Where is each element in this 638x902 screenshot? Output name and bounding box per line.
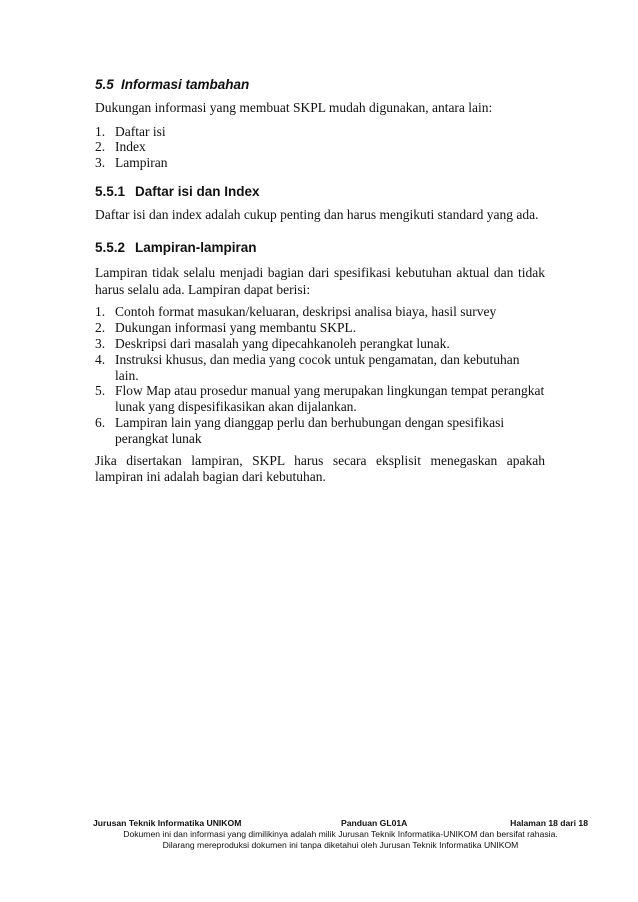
section-intro: Dukungan informasi yang membuat SKPL mudah digunakan, antara lain: [95,100,493,115]
footer-confidential-note: Dokumen ini dan informasi yang dimilikinya adalah milik Jurusan Teknik Informatika-UNIKOM dan bersifat rahasia. [123,829,558,839]
subsection-number: 5.5.2 [95,240,126,256]
subsection-title: Lampiran-lampiran [135,240,257,256]
subsection-heading-2 [95,239,545,257]
subsection-text: Daftar isi dan index adalah cukup penting dan harus mengikuti standard yang ada. [95,206,539,222]
list-item: 2. Dukungan informasi yang membantu SKPL. [95,320,357,336]
subsection-number: 5.5.1 [95,183,126,199]
subsection-title: Daftar isi dan Index [135,183,260,199]
closing-paragraph: Jika disertakan lampiran, SKPL harus secara eksplisit menegaskan apakah lampiran ini adalah bagian dari kebutuhan. [95,452,545,485]
footer-department: Jurusan Teknik Informatika UNIKOM [93,818,242,828]
section-heading [95,76,545,94]
footer-header-row [93,818,588,829]
list-item: 2. Index [95,139,146,155]
page-footer [93,818,588,851]
section-title: Informasi tambahan [121,77,250,92]
list-item: 3. Lampiran [95,155,168,171]
footer-reproduction-note: Dilarang mereproduksi dokumen ini tanpa diketahui oleh Jurusan Teknik Informatika UNIKOM [162,840,519,850]
subsection-heading-1 [95,183,545,201]
appendix-list [95,304,545,446]
footer-page-number: Halaman 18 dari 18 [510,818,588,828]
list-item: 1. Contoh format masukan/keluaran, deskripsi analisa biaya, hasil survey [95,304,497,320]
list-item: 5. Flow Map atau prosedur manual yang merupakan lingkungan tempat perangkat lunak yang dispesifikasikan akan dijalankan. [95,383,545,415]
list-item: 4. Instruksi khusus, dan media yang cocok untuk pengamatan, dan kebutuhan lain. [95,351,520,383]
list-item: 6. Lampiran lain yang dianggap perlu dan berhubungan dengan spesifikasi perangkat lunak [95,414,505,446]
list-item: 3. Deskripsi dari masalah yang dipecahkanoleh perangkat lunak. [95,335,450,351]
footer-document-id: Panduan GL01A [341,818,408,828]
section-list [95,124,545,171]
list-item: 1. Daftar isi [95,123,166,139]
section-number: 5.5 [95,77,114,92]
page-content [95,76,545,486]
subsection-intro: Lampiran tidak selalu menjadi bagian dari spesifikasi kebutuhan aktual dan tidak harus selalu ada. Lampiran dapat berisi: [95,265,545,297]
